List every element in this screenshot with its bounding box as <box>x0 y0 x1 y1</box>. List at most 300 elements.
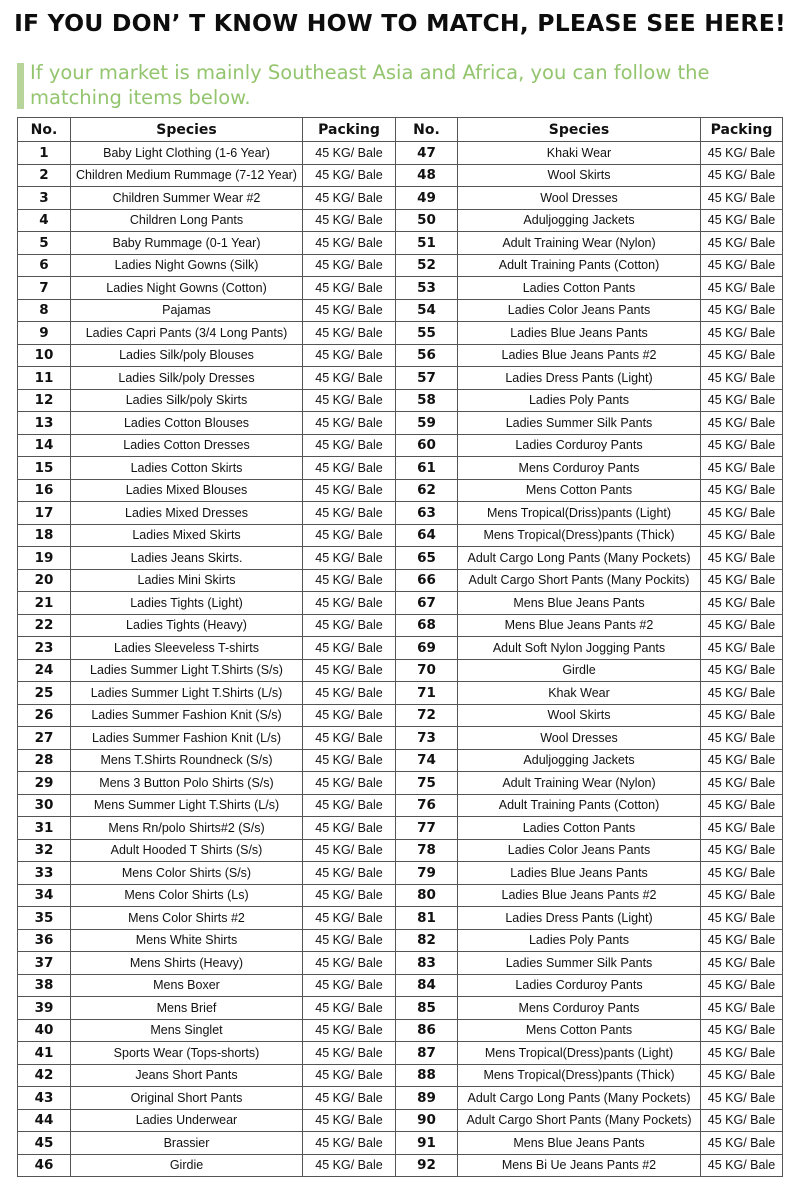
item-species: Adult Cargo Short Pants (Many Pockets) <box>458 1109 701 1132</box>
item-packing: 45 KG/ Bale <box>303 434 396 457</box>
item-packing: 45 KG/ Bale <box>701 1109 783 1132</box>
table-row <box>18 389 783 412</box>
item-packing: 45 KG/ Bale <box>701 232 783 255</box>
item-species: Ladies Mixed Skirts <box>71 524 303 547</box>
item-number: 78 <box>396 839 458 862</box>
item-species: Mens Blue Jeans Pants <box>458 1132 701 1155</box>
item-packing: 45 KG/ Bale <box>303 749 396 772</box>
item-species: Pajamas <box>71 299 303 322</box>
item-number: 41 <box>18 1042 71 1065</box>
table-header-row <box>18 118 783 142</box>
item-species: Aduljogging Jackets <box>458 209 701 232</box>
item-packing: 45 KG/ Bale <box>303 839 396 862</box>
item-number: 1 <box>18 142 71 165</box>
item-number: 92 <box>396 1154 458 1177</box>
table-row <box>18 817 783 840</box>
item-number: 4 <box>18 209 71 232</box>
table-row <box>18 659 783 682</box>
item-number: 74 <box>396 749 458 772</box>
item-packing: 45 KG/ Bale <box>701 299 783 322</box>
item-packing: 45 KG/ Bale <box>303 907 396 930</box>
item-packing: 45 KG/ Bale <box>701 1087 783 1110</box>
item-number: 11 <box>18 367 71 390</box>
header-packing: Packing <box>303 118 396 142</box>
item-packing: 45 KG/ Bale <box>303 659 396 682</box>
item-species: Wool Dresses <box>458 727 701 750</box>
item-number: 2 <box>18 164 71 187</box>
table-row <box>18 1154 783 1177</box>
item-number: 64 <box>396 524 458 547</box>
table-row <box>18 997 783 1020</box>
subtitle-accent-bar <box>17 63 24 109</box>
item-number: 15 <box>18 457 71 480</box>
item-species: Ladies Capri Pants (3/4 Long Pants) <box>71 322 303 345</box>
item-packing: 45 KG/ Bale <box>701 974 783 997</box>
table-row <box>18 412 783 435</box>
matching-table <box>17 117 783 1177</box>
item-species: Wool Skirts <box>458 704 701 727</box>
item-packing: 45 KG/ Bale <box>303 1087 396 1110</box>
item-packing: 45 KG/ Bale <box>701 749 783 772</box>
item-species: Baby Light Clothing (1-6 Year) <box>71 142 303 165</box>
item-packing: 45 KG/ Bale <box>303 929 396 952</box>
table-row <box>18 772 783 795</box>
table-row <box>18 929 783 952</box>
item-packing: 45 KG/ Bale <box>303 1042 396 1065</box>
item-number: 33 <box>18 862 71 885</box>
item-number: 60 <box>396 434 458 457</box>
table-row <box>18 839 783 862</box>
table-row <box>18 1087 783 1110</box>
item-packing: 45 KG/ Bale <box>303 344 396 367</box>
table-row <box>18 794 783 817</box>
item-species: Baby Rummage (0-1 Year) <box>71 232 303 255</box>
item-packing: 45 KG/ Bale <box>701 277 783 300</box>
item-packing: 45 KG/ Bale <box>701 1064 783 1087</box>
item-packing: 45 KG/ Bale <box>303 952 396 975</box>
table-row <box>18 299 783 322</box>
item-species: Ladies Cotton Blouses <box>71 412 303 435</box>
item-species: Ladies Blue Jeans Pants #2 <box>458 884 701 907</box>
item-species: Mens Color Shirts #2 <box>71 907 303 930</box>
item-packing: 45 KG/ Bale <box>701 1042 783 1065</box>
item-packing: 45 KG/ Bale <box>701 209 783 232</box>
item-packing: 45 KG/ Bale <box>303 209 396 232</box>
item-packing: 45 KG/ Bale <box>701 412 783 435</box>
item-species: Mens Corduroy Pants <box>458 457 701 480</box>
item-number: 77 <box>396 817 458 840</box>
item-species: Ladies Blue Jeans Pants <box>458 862 701 885</box>
item-species: Sports Wear (Tops-shorts) <box>71 1042 303 1065</box>
item-number: 57 <box>396 367 458 390</box>
item-number: 24 <box>18 659 71 682</box>
item-packing: 45 KG/ Bale <box>701 637 783 660</box>
item-species: Mens Bi Ue Jeans Pants #2 <box>458 1154 701 1177</box>
item-number: 16 <box>18 479 71 502</box>
item-packing: 45 KG/ Bale <box>701 502 783 525</box>
item-packing: 45 KG/ Bale <box>303 704 396 727</box>
item-number: 61 <box>396 457 458 480</box>
table-body <box>18 142 783 1177</box>
item-species: Mens Cotton Pants <box>458 1019 701 1042</box>
item-species: Ladies Color Jeans Pants <box>458 839 701 862</box>
item-species: Adult Cargo Short Pants (Many Pockits) <box>458 569 701 592</box>
item-species: Ladies Dress Pants (Light) <box>458 907 701 930</box>
item-species: Adult Training Wear (Nylon) <box>458 232 701 255</box>
item-species: Ladies Corduroy Pants <box>458 434 701 457</box>
item-species: Wool Dresses <box>458 187 701 210</box>
table-row <box>18 209 783 232</box>
item-species: Children Long Pants <box>71 209 303 232</box>
item-packing: 45 KG/ Bale <box>303 637 396 660</box>
item-species: Khak Wear <box>458 682 701 705</box>
table-row <box>18 952 783 975</box>
table-row <box>18 749 783 772</box>
item-number: 31 <box>18 817 71 840</box>
item-species: Mens Blue Jeans Pants <box>458 592 701 615</box>
item-packing: 45 KG/ Bale <box>701 727 783 750</box>
table-row <box>18 344 783 367</box>
item-number: 86 <box>396 1019 458 1042</box>
item-packing: 45 KG/ Bale <box>303 772 396 795</box>
item-species: Ladies Summer Light T.Shirts (L/s) <box>71 682 303 705</box>
item-number: 21 <box>18 592 71 615</box>
item-species: Brassier <box>71 1132 303 1155</box>
item-number: 14 <box>18 434 71 457</box>
item-packing: 45 KG/ Bale <box>701 907 783 930</box>
item-packing: 45 KG/ Bale <box>701 1019 783 1042</box>
item-packing: 45 KG/ Bale <box>701 322 783 345</box>
item-packing: 45 KG/ Bale <box>701 569 783 592</box>
item-packing: 45 KG/ Bale <box>701 389 783 412</box>
header-no: No. <box>18 118 71 142</box>
item-number: 19 <box>18 547 71 570</box>
item-number: 12 <box>18 389 71 412</box>
item-number: 27 <box>18 727 71 750</box>
item-packing: 45 KG/ Bale <box>701 862 783 885</box>
item-species: Ladies Silk/poly Dresses <box>71 367 303 390</box>
subtitle: If your market is mainly Southeast Asia and Africa, you can follow the matching items below. <box>30 61 710 109</box>
item-species: Adult Training Wear (Nylon) <box>458 772 701 795</box>
table-row <box>18 1019 783 1042</box>
item-species: Adult Cargo Long Pants (Many Pockets) <box>458 547 701 570</box>
table-row <box>18 524 783 547</box>
item-number: 73 <box>396 727 458 750</box>
item-number: 3 <box>18 187 71 210</box>
item-packing: 45 KG/ Bale <box>303 524 396 547</box>
item-packing: 45 KG/ Bale <box>701 1154 783 1177</box>
item-number: 65 <box>396 547 458 570</box>
item-species: Mens Corduroy Pants <box>458 997 701 1020</box>
item-species: Mens White Shirts <box>71 929 303 952</box>
item-packing: 45 KG/ Bale <box>701 794 783 817</box>
item-number: 28 <box>18 749 71 772</box>
item-packing: 45 KG/ Bale <box>701 479 783 502</box>
item-species: Ladies Cotton Dresses <box>71 434 303 457</box>
item-species: Ladies Cotton Pants <box>458 817 701 840</box>
item-species: Ladies Color Jeans Pants <box>458 299 701 322</box>
item-packing: 45 KG/ Bale <box>701 434 783 457</box>
item-number: 35 <box>18 907 71 930</box>
item-number: 84 <box>396 974 458 997</box>
item-packing: 45 KG/ Bale <box>701 592 783 615</box>
item-packing: 45 KG/ Bale <box>701 142 783 165</box>
item-packing: 45 KG/ Bale <box>303 479 396 502</box>
item-number: 63 <box>396 502 458 525</box>
item-packing: 45 KG/ Bale <box>303 682 396 705</box>
table-row <box>18 1132 783 1155</box>
item-species: Mens Shirts (Heavy) <box>71 952 303 975</box>
item-packing: 45 KG/ Bale <box>701 524 783 547</box>
item-packing: 45 KG/ Bale <box>303 974 396 997</box>
item-species: Wool Skirts <box>458 164 701 187</box>
item-packing: 45 KG/ Bale <box>303 299 396 322</box>
item-number: 7 <box>18 277 71 300</box>
item-species: Mens T.Shirts Roundneck (S/s) <box>71 749 303 772</box>
item-packing: 45 KG/ Bale <box>303 254 396 277</box>
item-number: 87 <box>396 1042 458 1065</box>
item-packing: 45 KG/ Bale <box>303 997 396 1020</box>
item-packing: 45 KG/ Bale <box>701 929 783 952</box>
item-species: Adult Soft Nylon Jogging Pants <box>458 637 701 660</box>
item-species: Jeans Short Pants <box>71 1064 303 1087</box>
item-number: 52 <box>396 254 458 277</box>
item-species: Ladies Sleeveless T-shirts <box>71 637 303 660</box>
item-number: 42 <box>18 1064 71 1087</box>
item-number: 18 <box>18 524 71 547</box>
item-species: Ladies Summer Light T.Shirts (S/s) <box>71 659 303 682</box>
item-number: 89 <box>396 1087 458 1110</box>
item-number: 10 <box>18 344 71 367</box>
item-number: 88 <box>396 1064 458 1087</box>
item-packing: 45 KG/ Bale <box>303 569 396 592</box>
item-number: 80 <box>396 884 458 907</box>
item-species: Original Short Pants <box>71 1087 303 1110</box>
item-number: 50 <box>396 209 458 232</box>
item-species: Mens Tropical(Dress)pants (Thick) <box>458 1064 701 1087</box>
table-row <box>18 907 783 930</box>
item-packing: 45 KG/ Bale <box>701 164 783 187</box>
item-packing: 45 KG/ Bale <box>303 412 396 435</box>
item-number: 81 <box>396 907 458 930</box>
item-species: Khaki Wear <box>458 142 701 165</box>
item-packing: 45 KG/ Bale <box>303 142 396 165</box>
item-species: Children Medium Rummage (7-12 Year) <box>71 164 303 187</box>
item-number: 70 <box>396 659 458 682</box>
item-packing: 45 KG/ Bale <box>303 322 396 345</box>
item-packing: 45 KG/ Bale <box>303 502 396 525</box>
item-species: Mens Color Shirts (Ls) <box>71 884 303 907</box>
item-number: 17 <box>18 502 71 525</box>
table-row <box>18 704 783 727</box>
item-species: Ladies Underwear <box>71 1109 303 1132</box>
item-number: 37 <box>18 952 71 975</box>
item-species: Mens Boxer <box>71 974 303 997</box>
table-row <box>18 277 783 300</box>
item-species: Ladies Tights (Heavy) <box>71 614 303 637</box>
item-packing: 45 KG/ Bale <box>701 457 783 480</box>
item-packing: 45 KG/ Bale <box>303 727 396 750</box>
item-species: Ladies Corduroy Pants <box>458 974 701 997</box>
table-row <box>18 164 783 187</box>
item-number: 22 <box>18 614 71 637</box>
item-number: 20 <box>18 569 71 592</box>
item-species: Ladies Summer Silk Pants <box>458 952 701 975</box>
item-packing: 45 KG/ Bale <box>303 817 396 840</box>
item-number: 68 <box>396 614 458 637</box>
item-species: Ladies Tights (Light) <box>71 592 303 615</box>
item-number: 71 <box>396 682 458 705</box>
item-packing: 45 KG/ Bale <box>303 232 396 255</box>
item-species: Mens Singlet <box>71 1019 303 1042</box>
item-species: Ladies Mixed Blouses <box>71 479 303 502</box>
item-species: Ladies Night Gowns (Cotton) <box>71 277 303 300</box>
table-row <box>18 1042 783 1065</box>
item-number: 83 <box>396 952 458 975</box>
table-row <box>18 637 783 660</box>
item-packing: 45 KG/ Bale <box>303 1109 396 1132</box>
item-species: Ladies Night Gowns (Silk) <box>71 254 303 277</box>
item-number: 8 <box>18 299 71 322</box>
item-packing: 45 KG/ Bale <box>303 592 396 615</box>
item-packing: 45 KG/ Bale <box>303 862 396 885</box>
item-packing: 45 KG/ Bale <box>303 1019 396 1042</box>
item-packing: 45 KG/ Bale <box>701 952 783 975</box>
item-packing: 45 KG/ Bale <box>701 772 783 795</box>
item-number: 40 <box>18 1019 71 1042</box>
item-species: Ladies Cotton Pants <box>458 277 701 300</box>
item-packing: 45 KG/ Bale <box>701 682 783 705</box>
item-number: 58 <box>396 389 458 412</box>
table-row <box>18 142 783 165</box>
item-number: 32 <box>18 839 71 862</box>
item-number: 62 <box>396 479 458 502</box>
item-species: Ladies Mixed Dresses <box>71 502 303 525</box>
table-row <box>18 457 783 480</box>
item-packing: 45 KG/ Bale <box>303 614 396 637</box>
table-row <box>18 232 783 255</box>
item-packing: 45 KG/ Bale <box>303 457 396 480</box>
item-number: 39 <box>18 997 71 1020</box>
item-packing: 45 KG/ Bale <box>701 187 783 210</box>
table-row <box>18 592 783 615</box>
item-number: 72 <box>396 704 458 727</box>
item-packing: 45 KG/ Bale <box>303 1064 396 1087</box>
item-species: Ladies Jeans Skirts. <box>71 547 303 570</box>
header-packing: Packing <box>701 118 783 142</box>
item-packing: 45 KG/ Bale <box>701 884 783 907</box>
item-number: 26 <box>18 704 71 727</box>
table-row <box>18 322 783 345</box>
table-row <box>18 614 783 637</box>
item-packing: 45 KG/ Bale <box>303 187 396 210</box>
item-species: Mens 3 Button Polo Shirts (S/s) <box>71 772 303 795</box>
item-packing: 45 KG/ Bale <box>701 817 783 840</box>
table-row <box>18 254 783 277</box>
item-packing: 45 KG/ Bale <box>701 547 783 570</box>
item-packing: 45 KG/ Bale <box>701 659 783 682</box>
table-row <box>18 884 783 907</box>
page-title: IF YOU DON’ T KNOW HOW TO MATCH, PLEASE SEE HERE! <box>14 9 786 37</box>
item-packing: 45 KG/ Bale <box>303 547 396 570</box>
item-number: 44 <box>18 1109 71 1132</box>
item-species: Mens Brief <box>71 997 303 1020</box>
item-packing: 45 KG/ Bale <box>701 254 783 277</box>
item-number: 38 <box>18 974 71 997</box>
item-number: 85 <box>396 997 458 1020</box>
table-row <box>18 367 783 390</box>
item-species: Girdie <box>71 1154 303 1177</box>
item-packing: 45 KG/ Bale <box>303 389 396 412</box>
table-row <box>18 974 783 997</box>
item-number: 9 <box>18 322 71 345</box>
item-species: Mens Tropical(Dress)pants (Light) <box>458 1042 701 1065</box>
item-species: Ladies Cotton Skirts <box>71 457 303 480</box>
item-packing: 45 KG/ Bale <box>303 164 396 187</box>
item-number: 45 <box>18 1132 71 1155</box>
table-row <box>18 187 783 210</box>
item-species: Ladies Summer Fashion Knit (L/s) <box>71 727 303 750</box>
item-species: Adult Cargo Long Pants (Many Pockets) <box>458 1087 701 1110</box>
item-species: Girdle <box>458 659 701 682</box>
table-row <box>18 727 783 750</box>
table-row <box>18 434 783 457</box>
item-number: 53 <box>396 277 458 300</box>
item-species: Mens Rn/polo Shirts#2 (S/s) <box>71 817 303 840</box>
item-packing: 45 KG/ Bale <box>303 1132 396 1155</box>
item-number: 29 <box>18 772 71 795</box>
item-number: 51 <box>396 232 458 255</box>
table-row <box>18 502 783 525</box>
item-number: 56 <box>396 344 458 367</box>
item-packing: 45 KG/ Bale <box>701 839 783 862</box>
table-row <box>18 547 783 570</box>
header-species: Species <box>71 118 303 142</box>
item-number: 36 <box>18 929 71 952</box>
item-species: Ladies Dress Pants (Light) <box>458 367 701 390</box>
item-packing: 45 KG/ Bale <box>303 367 396 390</box>
item-number: 75 <box>396 772 458 795</box>
item-species: Ladies Poly Pants <box>458 389 701 412</box>
item-species: Ladies Silk/poly Blouses <box>71 344 303 367</box>
item-number: 67 <box>396 592 458 615</box>
item-species: Adult Hooded T Shirts (S/s) <box>71 839 303 862</box>
item-number: 25 <box>18 682 71 705</box>
item-number: 30 <box>18 794 71 817</box>
item-species: Mens Color Shirts (S/s) <box>71 862 303 885</box>
item-packing: 45 KG/ Bale <box>701 344 783 367</box>
item-species: Mens Tropical(Driss)pants (Light) <box>458 502 701 525</box>
item-number: 48 <box>396 164 458 187</box>
item-species: Mens Tropical(Dress)pants (Thick) <box>458 524 701 547</box>
item-packing: 45 KG/ Bale <box>701 614 783 637</box>
table-row <box>18 1109 783 1132</box>
item-packing: 45 KG/ Bale <box>701 367 783 390</box>
item-number: 90 <box>396 1109 458 1132</box>
table-row <box>18 862 783 885</box>
item-packing: 45 KG/ Bale <box>303 277 396 300</box>
item-species: Adult Training Pants (Cotton) <box>458 254 701 277</box>
item-species: Aduljogging Jackets <box>458 749 701 772</box>
item-species: Ladies Silk/poly Skirts <box>71 389 303 412</box>
item-number: 5 <box>18 232 71 255</box>
item-species: Ladies Mini Skirts <box>71 569 303 592</box>
item-species: Ladies Summer Fashion Knit (S/s) <box>71 704 303 727</box>
item-number: 43 <box>18 1087 71 1110</box>
item-species: Ladies Blue Jeans Pants <box>458 322 701 345</box>
item-number: 34 <box>18 884 71 907</box>
item-number: 54 <box>396 299 458 322</box>
